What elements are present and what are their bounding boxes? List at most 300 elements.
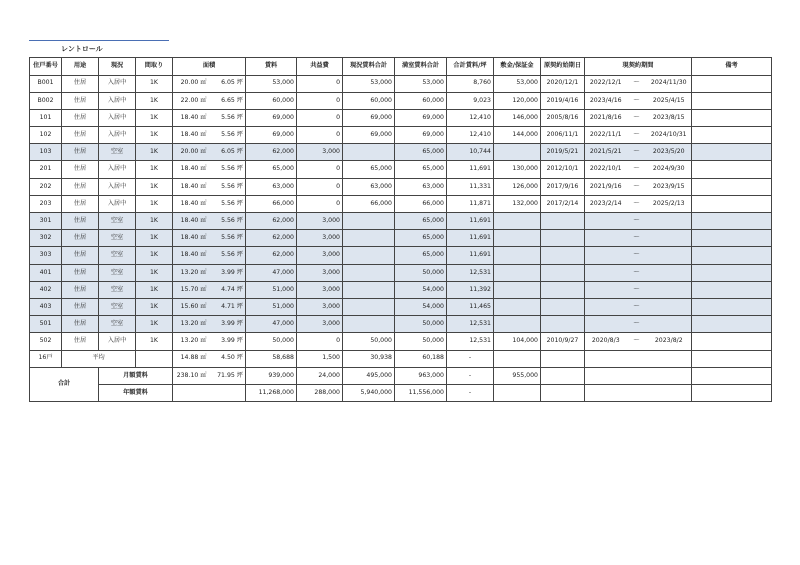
unit-original-start: 2020/12/1 <box>541 75 585 92</box>
unit-common-fee: 0 <box>297 75 343 92</box>
monthly-per-tsubo: - <box>447 367 494 384</box>
period-tilde: ～ <box>627 161 647 178</box>
empty-cell <box>692 367 772 384</box>
unit-use: 住居 <box>62 281 99 298</box>
unit-number: 202 <box>30 178 62 195</box>
unit-rent: 51,000 <box>246 298 297 315</box>
unit-original-start: 2010/9/27 <box>541 333 585 350</box>
unit-layout: 1K <box>136 247 173 264</box>
unit-common-fee: 0 <box>297 161 343 178</box>
unit-use: 住居 <box>62 92 99 109</box>
unit-deposit <box>494 144 541 161</box>
unit-number: 402 <box>30 281 62 298</box>
unit-area-tsubo: 5.56 坪 <box>209 195 246 212</box>
unit-number: 203 <box>30 195 62 212</box>
unit-layout: 1K <box>136 333 173 350</box>
annual-full-total: 11,556,000 <box>395 384 447 401</box>
period-tilde: ～ <box>627 298 647 315</box>
table-row <box>30 195 772 212</box>
unit-full-total: 54,000 <box>395 298 447 315</box>
unit-original-start <box>541 230 585 247</box>
unit-status: 入居中 <box>99 92 136 109</box>
unit-original-start: 2005/8/16 <box>541 109 585 126</box>
unit-status: 入居中 <box>99 178 136 195</box>
unit-status: 空室 <box>99 144 136 161</box>
unit-per-tsubo: 12,410 <box>447 127 494 144</box>
unit-rent: 60,000 <box>246 92 297 109</box>
unit-layout: 1K <box>136 316 173 333</box>
unit-status: 入居中 <box>99 109 136 126</box>
unit-area: 13.20 ㎡ <box>173 264 209 281</box>
unit-area-tsubo: 6.65 坪 <box>209 92 246 109</box>
unit-number: 201 <box>30 161 62 178</box>
unit-current-total <box>343 264 395 281</box>
period-tilde: ～ <box>627 213 647 230</box>
unit-area: 18.40 ㎡ <box>173 213 209 230</box>
unit-rent: 66,000 <box>246 195 297 212</box>
unit-deposit: 130,000 <box>494 161 541 178</box>
unit-per-tsubo: 11,465 <box>447 298 494 315</box>
table-row <box>30 178 772 195</box>
unit-use: 住居 <box>62 298 99 315</box>
average-rent: 58,688 <box>246 350 297 367</box>
unit-deposit <box>494 264 541 281</box>
unit-deposit: 132,000 <box>494 195 541 212</box>
unit-use: 住居 <box>62 195 99 212</box>
unit-full-total: 53,000 <box>395 75 447 92</box>
unit-layout: 1K <box>136 230 173 247</box>
summary-body <box>30 350 772 402</box>
unit-status: 入居中 <box>99 75 136 92</box>
unit-layout: 1K <box>136 213 173 230</box>
unit-layout: 1K <box>136 178 173 195</box>
unit-original-start <box>541 213 585 230</box>
unit-current-total: 63,000 <box>343 178 395 195</box>
period-end <box>647 247 692 264</box>
unit-area-tsubo: 5.56 坪 <box>209 230 246 247</box>
unit-area-tsubo: 5.56 坪 <box>209 247 246 264</box>
unit-common-fee: 3,000 <box>297 230 343 247</box>
unit-original-start <box>541 247 585 264</box>
unit-use: 住居 <box>62 316 99 333</box>
period-start: 2021/5/21 <box>585 144 627 161</box>
unit-number: 403 <box>30 298 62 315</box>
period-start: 2022/12/1 <box>585 75 627 92</box>
header-unit: 住戸番号 <box>30 58 62 76</box>
table-row <box>30 92 772 109</box>
unit-layout: 1K <box>136 144 173 161</box>
unit-deposit: 104,000 <box>494 333 541 350</box>
unit-common-fee: 3,000 <box>297 298 343 315</box>
unit-status: 入居中 <box>99 195 136 212</box>
unit-deposit <box>494 298 541 315</box>
unit-area: 15.70 ㎡ <box>173 281 209 298</box>
unit-area-tsubo: 3.99 坪 <box>209 264 246 281</box>
unit-notes <box>692 144 772 161</box>
unit-layout: 1K <box>136 75 173 92</box>
unit-per-tsubo: 12,531 <box>447 316 494 333</box>
unit-per-tsubo: 11,331 <box>447 178 494 195</box>
annual-per-tsubo: - <box>447 384 494 401</box>
unit-common-fee: 0 <box>297 127 343 144</box>
total-deposit: 955,000 <box>494 367 541 384</box>
period-end: 2024/9/30 <box>647 161 692 178</box>
unit-deposit: 120,000 <box>494 92 541 109</box>
average-label: 平均 <box>62 350 136 367</box>
period-start: 2021/9/16 <box>585 178 627 195</box>
unit-deposit <box>494 247 541 264</box>
unit-rent: 63,000 <box>246 178 297 195</box>
unit-per-tsubo: 11,392 <box>447 281 494 298</box>
unit-per-tsubo: 12,531 <box>447 264 494 281</box>
unit-notes <box>692 316 772 333</box>
unit-rent: 62,000 <box>246 247 297 264</box>
unit-notes <box>692 92 772 109</box>
average-per-tsubo: - <box>447 350 494 367</box>
unit-number: 103 <box>30 144 62 161</box>
total-area: 238.10 ㎡ <box>173 367 209 384</box>
unit-rent: 53,000 <box>246 75 297 92</box>
period-tilde: ～ <box>627 230 647 247</box>
unit-layout: 1K <box>136 298 173 315</box>
monthly-current-total: 495,000 <box>343 367 395 384</box>
annual-common: 288,000 <box>297 384 343 401</box>
monthly-rent: 939,000 <box>246 367 297 384</box>
unit-common-fee: 3,000 <box>297 264 343 281</box>
unit-full-total: 66,000 <box>395 195 447 212</box>
empty-cell <box>541 384 585 401</box>
unit-notes <box>692 247 772 264</box>
header-contract-period: 現契約期間 <box>585 58 692 76</box>
unit-full-total: 65,000 <box>395 213 447 230</box>
period-end <box>647 230 692 247</box>
period-tilde: ～ <box>627 316 647 333</box>
unit-current-total: 60,000 <box>343 92 395 109</box>
unit-notes <box>692 298 772 315</box>
unit-rent: 69,000 <box>246 127 297 144</box>
period-end: 2024/10/31 <box>647 127 692 144</box>
empty-cell <box>541 350 585 367</box>
unit-use: 住居 <box>62 213 99 230</box>
unit-deposit: 146,000 <box>494 109 541 126</box>
period-tilde: ～ <box>627 281 647 298</box>
unit-deposit: 53,000 <box>494 75 541 92</box>
table-body <box>30 75 772 350</box>
table-row <box>30 161 772 178</box>
unit-status: 空室 <box>99 230 136 247</box>
unit-use: 住居 <box>62 230 99 247</box>
unit-original-start: 2012/10/1 <box>541 161 585 178</box>
unit-full-total: 69,000 <box>395 127 447 144</box>
unit-full-total: 65,000 <box>395 230 447 247</box>
table-row <box>30 213 772 230</box>
unit-original-start <box>541 316 585 333</box>
unit-current-total <box>343 144 395 161</box>
unit-area: 18.40 ㎡ <box>173 127 209 144</box>
unit-number: 303 <box>30 247 62 264</box>
period-tilde: ～ <box>627 178 647 195</box>
table-row <box>30 127 772 144</box>
unit-full-total: 65,000 <box>395 144 447 161</box>
period-end: 2025/4/15 <box>647 92 692 109</box>
unit-use: 住居 <box>62 75 99 92</box>
table-row <box>30 316 772 333</box>
unit-area: 18.40 ㎡ <box>173 247 209 264</box>
period-start: 2021/8/16 <box>585 109 627 126</box>
period-tilde: ～ <box>627 75 647 92</box>
unit-deposit: 126,000 <box>494 178 541 195</box>
monthly-full-total: 963,000 <box>395 367 447 384</box>
unit-area-tsubo: 4.74 坪 <box>209 281 246 298</box>
unit-original-start: 2017/9/16 <box>541 178 585 195</box>
total-tsubo: 71.95 坪 <box>209 367 246 384</box>
unit-area: 13.20 ㎡ <box>173 316 209 333</box>
unit-per-tsubo: 10,744 <box>447 144 494 161</box>
unit-full-total: 50,000 <box>395 333 447 350</box>
unit-per-tsubo: 12,410 <box>447 109 494 126</box>
empty-cell <box>173 384 209 401</box>
unit-number: 302 <box>30 230 62 247</box>
unit-current-total: 66,000 <box>343 195 395 212</box>
unit-rent: 69,000 <box>246 109 297 126</box>
unit-number: B001 <box>30 75 62 92</box>
unit-original-start: 2019/4/16 <box>541 92 585 109</box>
annual-current-total: 5,940,000 <box>343 384 395 401</box>
unit-rent: 62,000 <box>246 144 297 161</box>
unit-area-tsubo: 5.56 坪 <box>209 213 246 230</box>
header-use: 用途 <box>62 58 99 76</box>
table-row <box>30 247 772 264</box>
header-notes: 備考 <box>692 58 772 76</box>
unit-area: 18.40 ㎡ <box>173 161 209 178</box>
average-tsubo: 4.50 坪 <box>209 350 246 367</box>
unit-notes <box>692 195 772 212</box>
unit-area-tsubo: 4.71 坪 <box>209 298 246 315</box>
header-full-total: 満室賃料合計 <box>395 58 447 76</box>
header-layout: 間取り <box>136 58 173 76</box>
unit-notes <box>692 75 772 92</box>
unit-current-total: 65,000 <box>343 161 395 178</box>
unit-notes <box>692 109 772 126</box>
unit-per-tsubo: 11,691 <box>447 213 494 230</box>
unit-number: B002 <box>30 92 62 109</box>
table-row <box>30 264 772 281</box>
unit-deposit <box>494 281 541 298</box>
unit-area-tsubo: 5.56 坪 <box>209 127 246 144</box>
empty-cell <box>585 350 692 367</box>
unit-area: 20.00 ㎡ <box>173 144 209 161</box>
unit-common-fee: 0 <box>297 178 343 195</box>
unit-layout: 1K <box>136 92 173 109</box>
unit-use: 住居 <box>62 127 99 144</box>
empty-cell <box>585 367 692 384</box>
table-row <box>30 230 772 247</box>
unit-area: 18.40 ㎡ <box>173 230 209 247</box>
unit-common-fee: 3,000 <box>297 213 343 230</box>
title-rule <box>29 40 169 41</box>
unit-status: 空室 <box>99 298 136 315</box>
unit-area: 18.40 ㎡ <box>173 195 209 212</box>
unit-notes <box>692 230 772 247</box>
period-start <box>585 264 627 281</box>
unit-area: 18.40 ㎡ <box>173 178 209 195</box>
period-start: 2022/10/1 <box>585 161 627 178</box>
average-full-total: 60,188 <box>395 350 447 367</box>
unit-layout: 1K <box>136 264 173 281</box>
unit-use: 住居 <box>62 144 99 161</box>
period-tilde: ～ <box>627 109 647 126</box>
unit-layout: 1K <box>136 195 173 212</box>
period-end <box>647 213 692 230</box>
period-tilde: ～ <box>627 127 647 144</box>
unit-use: 住居 <box>62 109 99 126</box>
unit-status: 空室 <box>99 213 136 230</box>
unit-full-total: 65,000 <box>395 247 447 264</box>
unit-original-start: 2006/11/1 <box>541 127 585 144</box>
period-start <box>585 281 627 298</box>
unit-current-total <box>343 230 395 247</box>
unit-per-tsubo: 11,691 <box>447 161 494 178</box>
empty-cell <box>541 367 585 384</box>
unit-layout: 1K <box>136 109 173 126</box>
header-original-start: 原契約始期日 <box>541 58 585 76</box>
period-end <box>647 281 692 298</box>
unit-area: 13.20 ㎡ <box>173 333 209 350</box>
total-label: 合計 <box>30 367 99 401</box>
empty-cell <box>494 350 541 367</box>
unit-common-fee: 3,000 <box>297 316 343 333</box>
header-status: 現況 <box>99 58 136 76</box>
table-row <box>30 333 772 350</box>
unit-layout: 1K <box>136 127 173 144</box>
unit-layout: 1K <box>136 281 173 298</box>
unit-area-tsubo: 6.05 坪 <box>209 144 246 161</box>
empty-cell <box>692 384 772 401</box>
unit-common-fee: 3,000 <box>297 144 343 161</box>
table-row <box>30 109 772 126</box>
period-end: 2023/8/15 <box>647 109 692 126</box>
unit-rent: 51,000 <box>246 281 297 298</box>
unit-common-fee: 0 <box>297 333 343 350</box>
unit-area-tsubo: 5.56 坪 <box>209 109 246 126</box>
monthly-common: 24,000 <box>297 367 343 384</box>
unit-rent: 50,000 <box>246 333 297 350</box>
period-end <box>647 316 692 333</box>
monthly-total-row <box>30 367 772 384</box>
unit-per-tsubo: 11,691 <box>447 247 494 264</box>
unit-deposit <box>494 230 541 247</box>
period-start <box>585 213 627 230</box>
unit-area: 15.60 ㎡ <box>173 298 209 315</box>
unit-number: 102 <box>30 127 62 144</box>
unit-rent: 47,000 <box>246 316 297 333</box>
unit-common-fee: 3,000 <box>297 247 343 264</box>
unit-notes <box>692 264 772 281</box>
rent-roll-table <box>29 57 772 402</box>
header-area: 面積 <box>173 58 246 76</box>
unit-full-total: 63,000 <box>395 178 447 195</box>
header-per-tsubo: 合計賃料/坪 <box>447 58 494 76</box>
unit-common-fee: 0 <box>297 195 343 212</box>
unit-full-total: 60,000 <box>395 92 447 109</box>
average-area: 14.88 ㎡ <box>173 350 209 367</box>
period-start: 2022/11/1 <box>585 127 627 144</box>
period-start: 2020/8/3 <box>585 333 627 350</box>
empty-cell <box>209 384 246 401</box>
unit-rent: 62,000 <box>246 230 297 247</box>
average-current-total: 30,938 <box>343 350 395 367</box>
period-start <box>585 247 627 264</box>
unit-per-tsubo: 9,023 <box>447 92 494 109</box>
period-end <box>647 264 692 281</box>
header-current-total: 現況賃料合計 <box>343 58 395 76</box>
period-tilde: ～ <box>627 247 647 264</box>
unit-current-total <box>343 298 395 315</box>
unit-full-total: 65,000 <box>395 161 447 178</box>
unit-full-total: 50,000 <box>395 264 447 281</box>
unit-status: 入居中 <box>99 333 136 350</box>
unit-original-start <box>541 264 585 281</box>
unit-per-tsubo: 12,531 <box>447 333 494 350</box>
unit-deposit <box>494 316 541 333</box>
empty-cell <box>692 350 772 367</box>
period-start: 2023/4/16 <box>585 92 627 109</box>
empty-cell <box>585 384 692 401</box>
unit-use: 住居 <box>62 161 99 178</box>
unit-current-total <box>343 247 395 264</box>
title-block <box>29 40 169 54</box>
annual-label: 年額賃料 <box>99 384 173 401</box>
unit-number: 401 <box>30 264 62 281</box>
unit-number: 101 <box>30 109 62 126</box>
unit-original-start: 2017/2/14 <box>541 195 585 212</box>
table-row <box>30 144 772 161</box>
unit-rent: 47,000 <box>246 264 297 281</box>
unit-area: 22.00 ㎡ <box>173 92 209 109</box>
unit-notes <box>692 281 772 298</box>
unit-current-total: 69,000 <box>343 127 395 144</box>
unit-current-total: 53,000 <box>343 75 395 92</box>
unit-original-start <box>541 281 585 298</box>
unit-status: 空室 <box>99 316 136 333</box>
header-deposit: 敷金/保証金 <box>494 58 541 76</box>
period-tilde: ～ <box>627 144 647 161</box>
unit-count: 16戸 <box>30 350 62 367</box>
unit-area-tsubo: 3.99 坪 <box>209 316 246 333</box>
unit-use: 住居 <box>62 247 99 264</box>
unit-deposit: 144,000 <box>494 127 541 144</box>
unit-use: 住居 <box>62 178 99 195</box>
period-tilde: ～ <box>627 264 647 281</box>
period-tilde: ～ <box>627 333 647 350</box>
period-start: 2023/2/14 <box>585 195 627 212</box>
period-tilde: ～ <box>627 195 647 212</box>
unit-notes <box>692 127 772 144</box>
period-end: 2023/8/2 <box>647 333 692 350</box>
unit-area-tsubo: 5.56 坪 <box>209 178 246 195</box>
unit-per-tsubo: 8,760 <box>447 75 494 92</box>
unit-number: 501 <box>30 316 62 333</box>
average-row <box>30 350 772 367</box>
header-common-fee: 共益費 <box>297 58 343 76</box>
unit-number: 502 <box>30 333 62 350</box>
unit-current-total: 50,000 <box>343 333 395 350</box>
unit-rent: 65,000 <box>246 161 297 178</box>
period-end: 2025/2/13 <box>647 195 692 212</box>
annual-rent: 11,268,000 <box>246 384 297 401</box>
unit-status: 空室 <box>99 281 136 298</box>
table-row <box>30 298 772 315</box>
